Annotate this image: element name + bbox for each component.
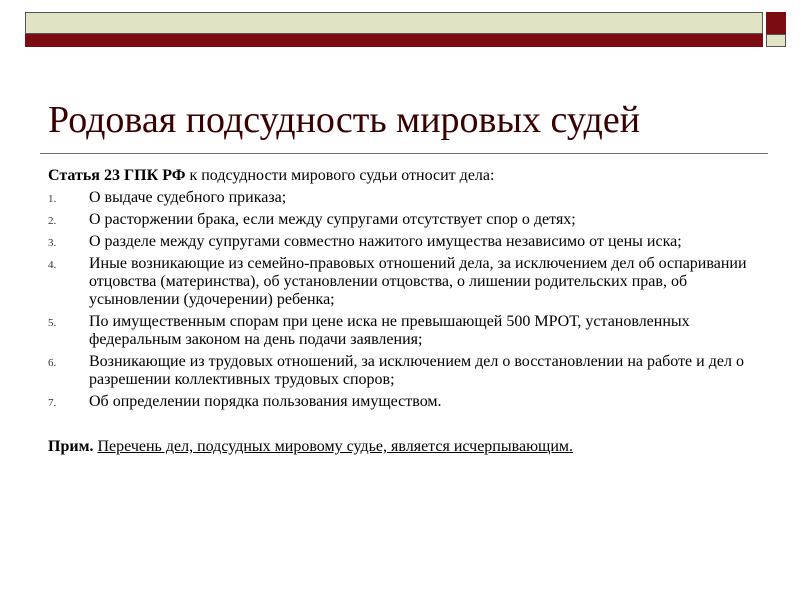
list-item-number: 4. [48, 259, 57, 271]
title-divider [40, 153, 768, 154]
list-item-number: 3. [48, 237, 57, 249]
list-item-text: По имущественным спорам при цене иска не превышающей 500 МРОТ, установленных федеральным законом на день подачи заявления; [89, 313, 690, 348]
note-paragraph [48, 438, 768, 456]
list-item-number: 6. [48, 357, 57, 369]
list-item [48, 313, 768, 349]
list-item-text: О разделе между супругами совместно нажитого имущества независимо от цены иска; [89, 233, 682, 250]
intro-text: к подсудности мирового судьи относит дела: [185, 167, 495, 184]
list-item-text: О расторжении брака, если между супругами отсутствует спор о детях; [89, 211, 576, 228]
slide-title: Родовая подсудность мировых судей [48, 99, 641, 141]
header-bar-olive [25, 12, 763, 34]
list-item [48, 393, 768, 411]
jurisdiction-list [48, 189, 768, 411]
note-text: Перечень дел, подсудных мировому судье, является исчерпывающим. [97, 438, 574, 455]
header-square-olive [766, 34, 786, 47]
list-item-number: 2. [48, 215, 57, 227]
note-label: Прим. [48, 438, 94, 455]
header-square-maroon [766, 12, 786, 34]
list-item-text: Возникающие из трудовых отношений, за исключением дел о восстановлении на работе и дел о разрешении коллективных трудовых споров; [89, 353, 744, 388]
list-item [48, 189, 768, 207]
list-item-text: Об определении порядка пользования имуществом. [89, 393, 442, 410]
list-item-number: 5. [48, 317, 57, 329]
list-item-number: 7. [48, 397, 57, 409]
slide-body [48, 167, 768, 456]
list-item-text: Иные возникающие из семейно-правовых отношений дела, за исключением дел об оспаривании отцовства (материнства), об установлении отцовства, о лишении родительских прав, об усыновлении (удочерении) ребенка; [89, 255, 747, 308]
list-item [48, 211, 768, 229]
list-item [48, 255, 768, 309]
list-item [48, 353, 768, 389]
list-item-number: 1. [48, 193, 57, 205]
list-item [48, 233, 768, 251]
intro-paragraph [48, 167, 768, 185]
list-item-text: О выдаче судебного приказа; [89, 189, 287, 206]
intro-bold: Статья 23 ГПК РФ [48, 167, 186, 184]
header-bar-maroon [25, 34, 763, 47]
